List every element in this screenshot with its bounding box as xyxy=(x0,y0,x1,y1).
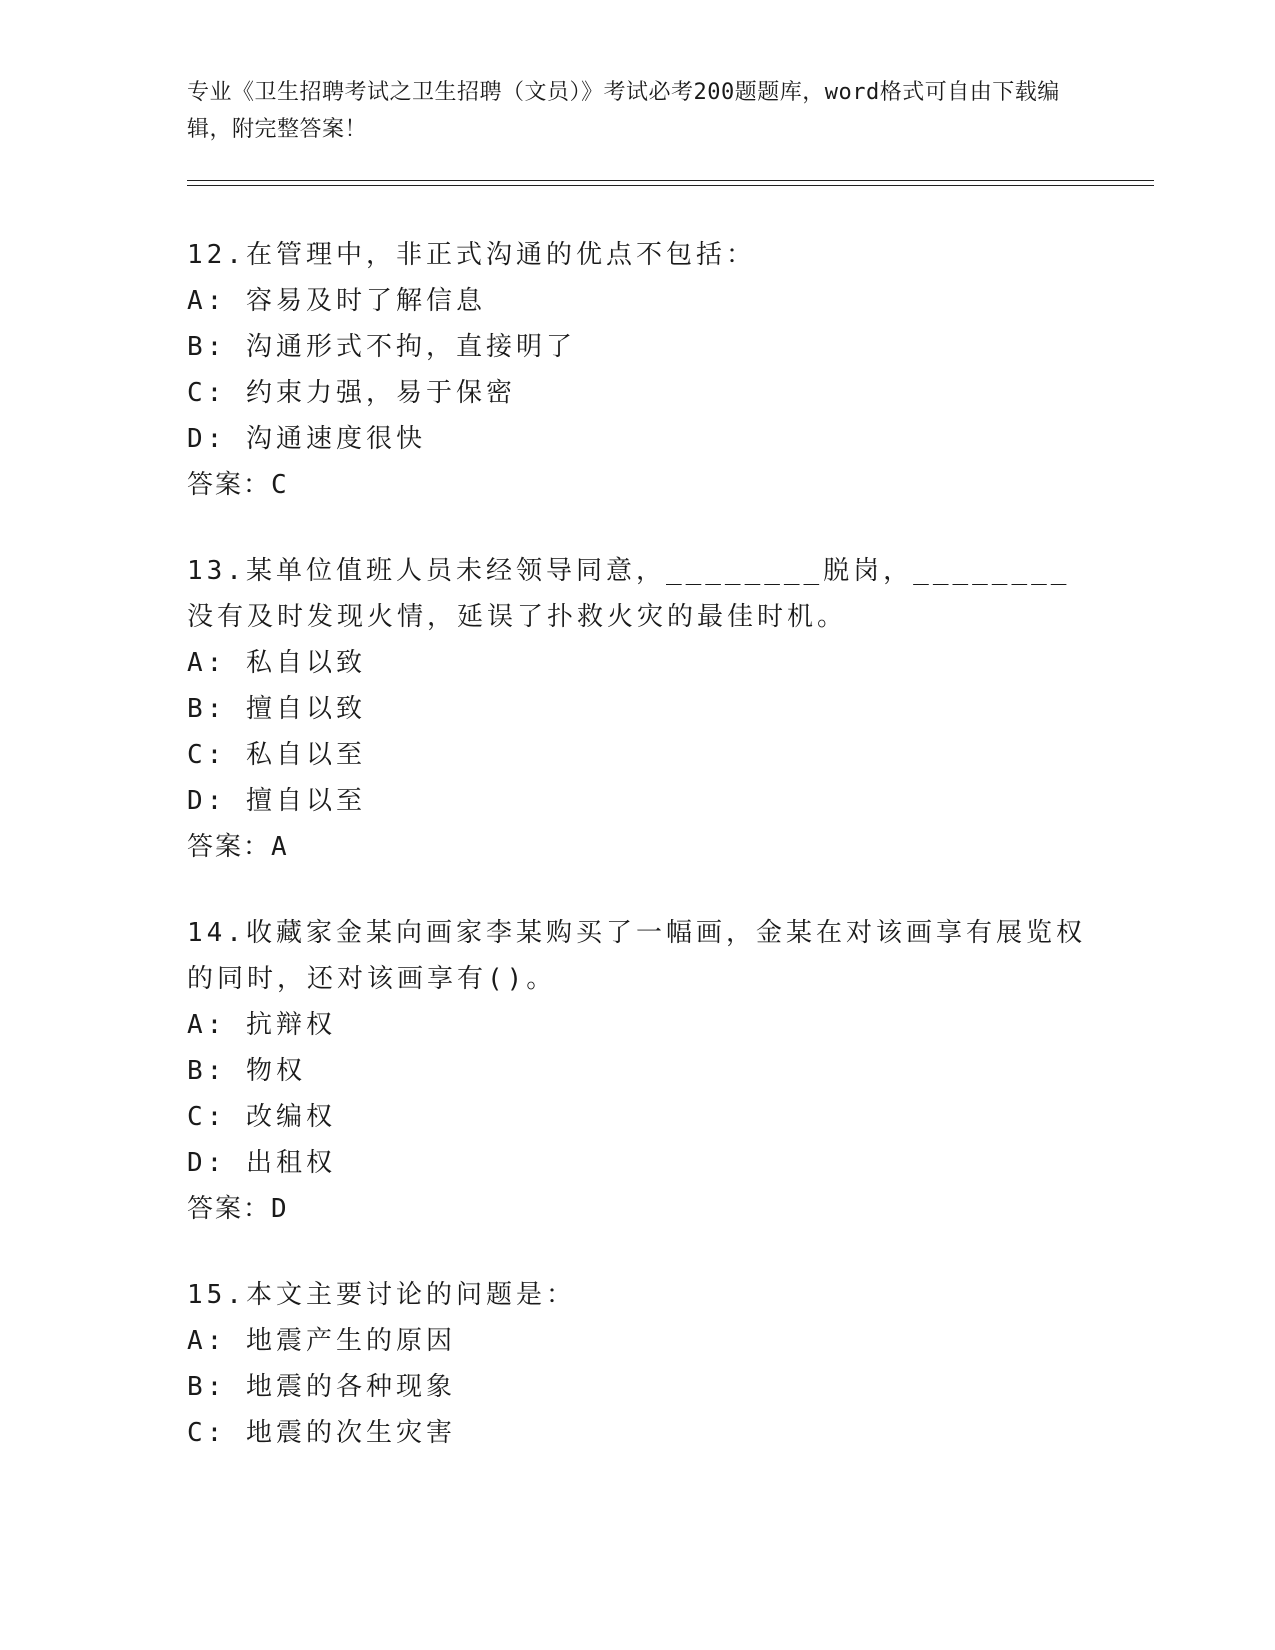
answer-value: A xyxy=(271,832,289,862)
question-stem: 14.收藏家金某向画家李某购买了一幅画，金某在对该画享有展览权的同时，还对该画享有()。 xyxy=(187,918,1086,994)
option-a: A: 地震产生的原因 xyxy=(187,1326,456,1356)
option-c: C: 约束力强，易于保密 xyxy=(187,378,516,408)
answer-label: 答案： xyxy=(187,470,272,500)
question-12 xyxy=(187,232,1087,508)
option-c: C: 私自以至 xyxy=(187,740,366,770)
option-d: D: 出租权 xyxy=(187,1148,336,1178)
option-d: D: 擅自以至 xyxy=(187,786,366,816)
question-list xyxy=(187,232,1087,1496)
header-rule-top xyxy=(187,180,1154,181)
option-d: D: 沟通速度很快 xyxy=(187,424,426,454)
option-b: B: 地震的各种现象 xyxy=(187,1372,456,1402)
question-stem: 12.在管理中，非正式沟通的优点不包括： xyxy=(187,240,756,270)
option-a: A: 私自以致 xyxy=(187,648,366,678)
answer-line xyxy=(187,824,1087,870)
answer-label: 答案： xyxy=(187,1194,272,1224)
option-c: C: 地震的次生灾害 xyxy=(187,1418,456,1448)
option-a: A: 抗辩权 xyxy=(187,1010,336,1040)
option-b: B: 沟通形式不拘，直接明了 xyxy=(187,332,576,362)
option-c: C: 改编权 xyxy=(187,1102,336,1132)
option-a: A: 容易及时了解信息 xyxy=(187,286,486,316)
answer-value: D xyxy=(271,1194,289,1224)
question-14 xyxy=(187,910,1087,1232)
question-15 xyxy=(187,1272,1087,1456)
question-stem: 15.本文主要讨论的问题是： xyxy=(187,1280,576,1310)
answer-label: 答案： xyxy=(187,832,272,862)
answer-line xyxy=(187,462,1087,508)
option-b: B: 物权 xyxy=(187,1056,306,1086)
answer-value: C xyxy=(271,470,289,500)
question-stem: 13.某单位值班人员未经领导同意，________脱岗，________没有及时发现火情，延误了扑救火灾的最佳时机。 xyxy=(187,556,1071,632)
answer-line xyxy=(187,1186,1087,1232)
document-header: 专业《卫生招聘考试之卫生招聘（文员）》考试必考200题题库，word格式可自由下载编辑，附完整答案！ xyxy=(187,80,1060,142)
header-rule-bottom xyxy=(187,185,1154,186)
option-b: B: 擅自以致 xyxy=(187,694,366,724)
question-13 xyxy=(187,548,1087,870)
